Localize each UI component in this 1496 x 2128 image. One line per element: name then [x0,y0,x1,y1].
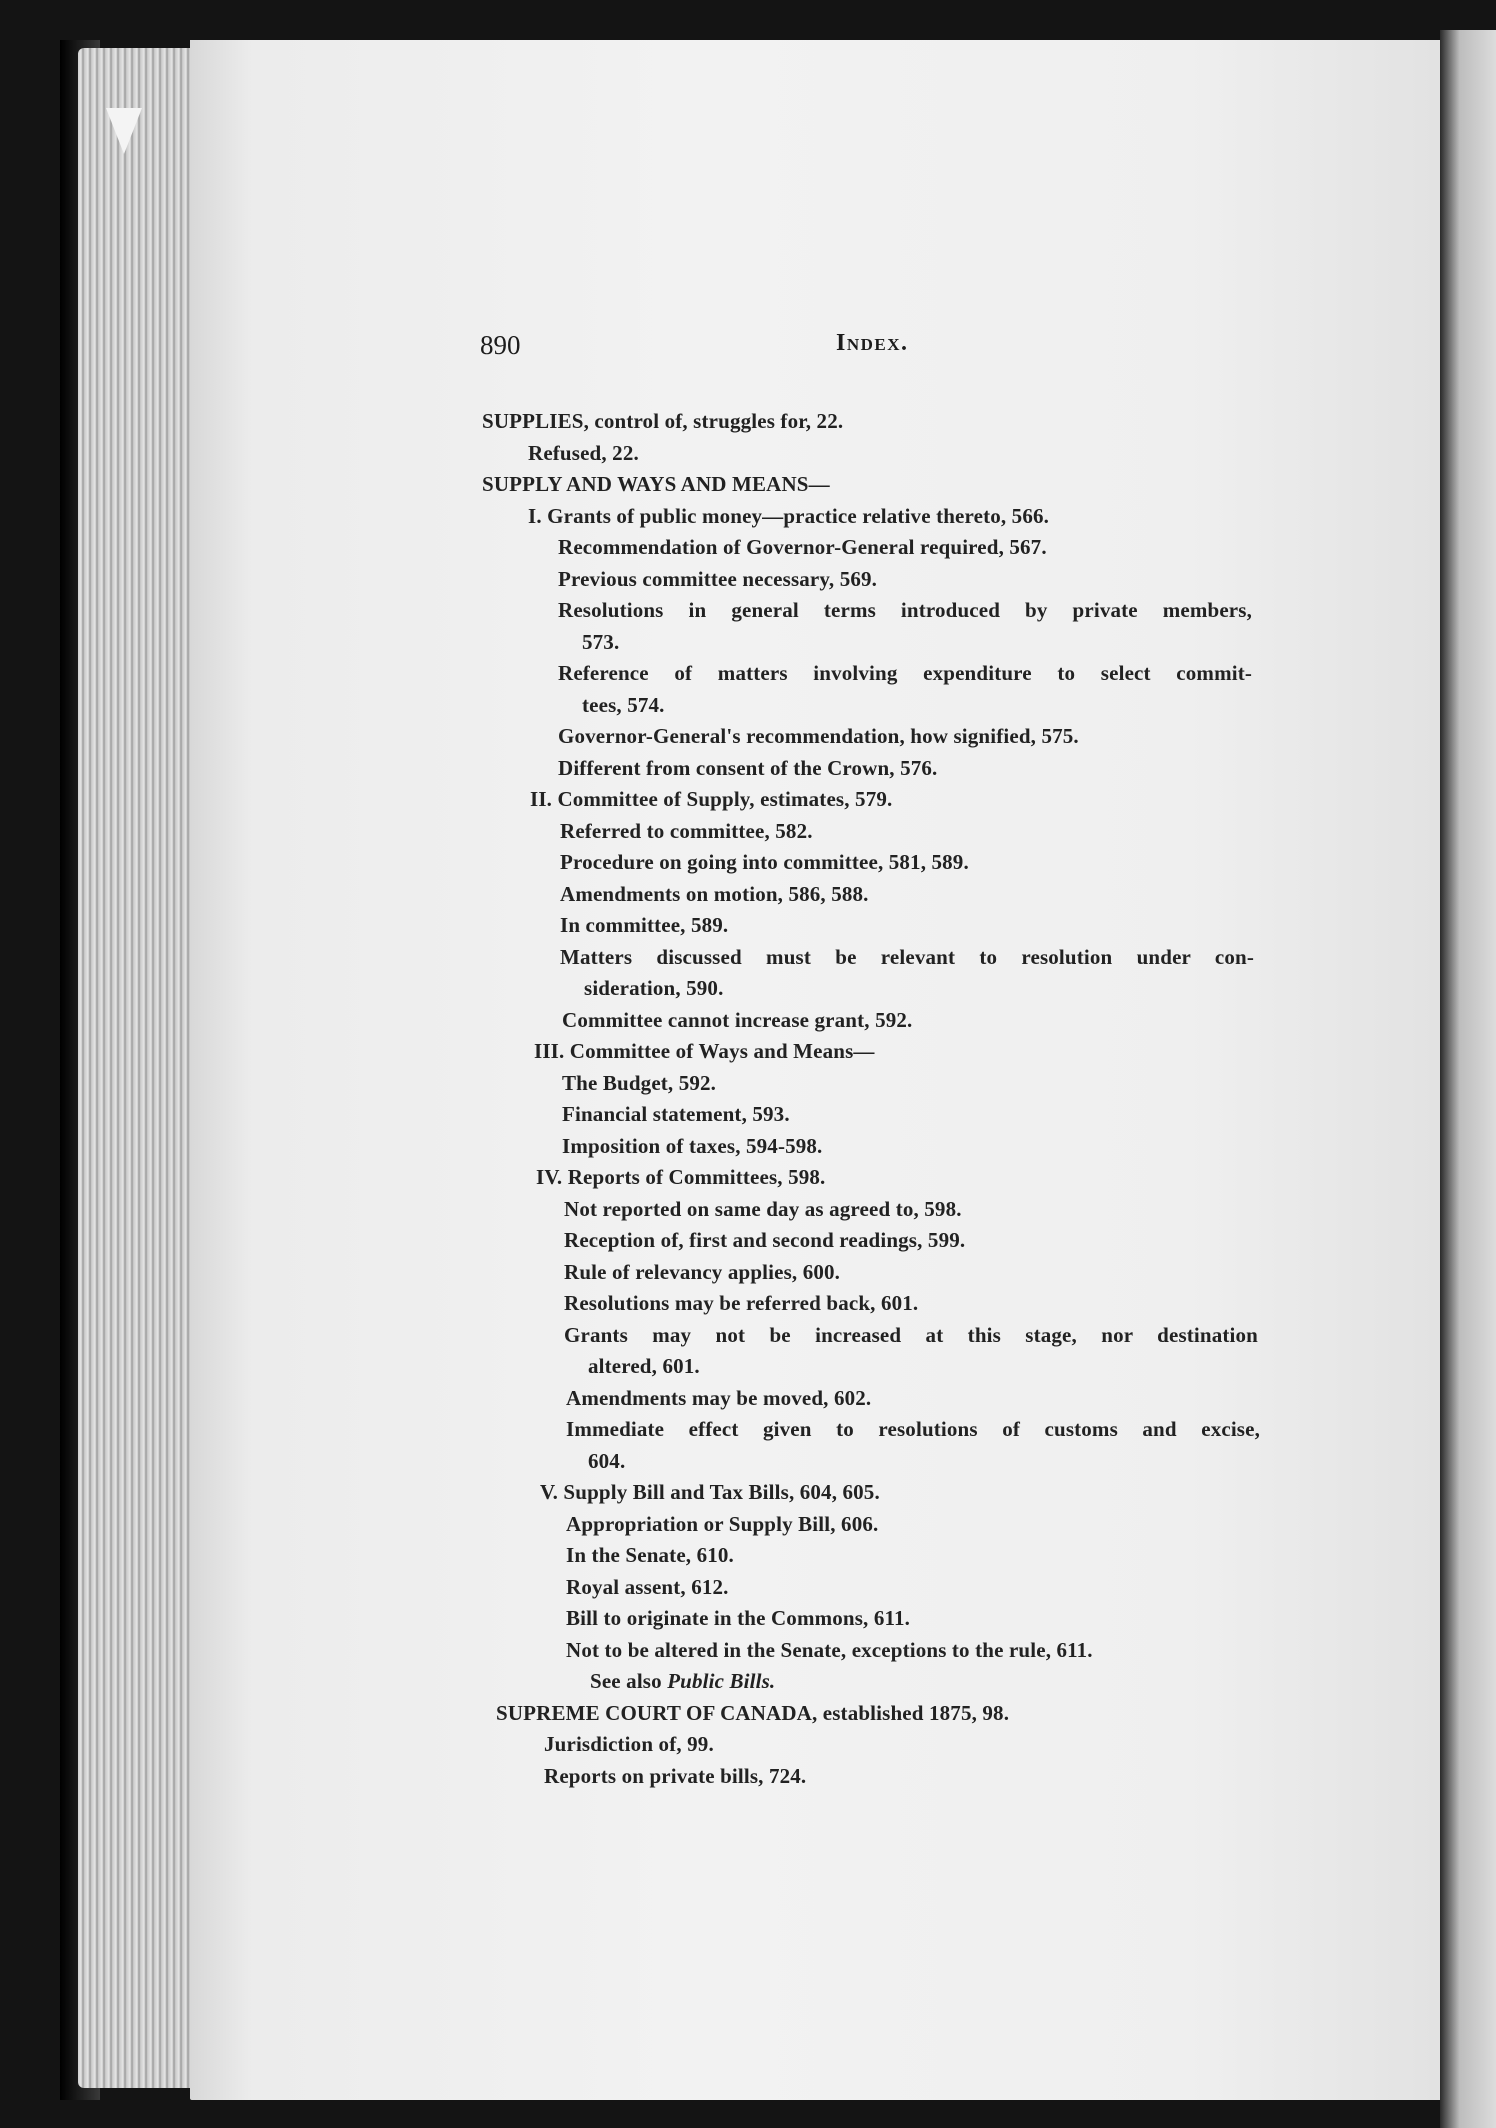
index-subentry: Matters discussed must be relevant to resolution under con- [560,944,1254,969]
index-subentry: Jurisdiction of, 99. [544,1732,714,1756]
facing-page-edge [1440,30,1496,2128]
index-subentry: Bill to originate in the Commons, 611. [566,1606,911,1630]
index-subentry: Different from consent of the Crown, 576. [558,755,938,780]
index-subentry: Governor-General's recommendation, how signified, 575. [558,724,1079,748]
index-subentry: Reports on private bills, 724. [544,1763,807,1788]
index-subentry: Recommendation of Governor-General required, 567. [558,535,1047,559]
index-subentry: Amendments may be moved, 602. [566,1385,872,1410]
index-subentry: In the Senate, 610. [566,1543,734,1567]
page-number: 890 [480,330,521,360]
index-subentry: Reception of, first and second readings, 599. [564,1228,966,1252]
index-section: V. Supply Bill and Tax Bills, 604, 605. [540,1480,880,1504]
index-subentry: Not to be altered in the Senate, exceptions to the rule, 611. [566,1637,1093,1662]
index-subentry: Referred to committee, 582. [560,818,813,843]
see-also-label: See also [590,1669,662,1693]
index-subentry: Amendments on motion, 586, 588. [560,881,869,906]
index-heading: SUPPLY AND WAYS AND MEANS— [482,472,830,496]
index-subentry: Financial statement, 593. [562,1102,790,1126]
index-section: III. Committee of Ways and Means— [534,1039,875,1063]
index-heading: SUPREME COURT OF CANADA, established 1875, 98. [496,1700,1010,1725]
index-subentry: Resolutions may be referred back, 601. [564,1291,919,1315]
index-continuation: tees, 574. [582,692,665,717]
index-continuation: 604. [588,1448,626,1473]
index-cross-reference [482,1666,1282,1698]
bookmark-marker [106,108,142,154]
index-subentry: Procedure on going into committee, 581, 589. [560,850,969,874]
index-subentry: Previous committee necessary, 569. [558,566,878,591]
index-subentry: The Budget, 592. [562,1070,717,1095]
index-section: II. Committee of Supply, estimates, 579. [530,787,893,811]
index-subentry: Imposition of taxes, 594-598. [562,1133,823,1158]
index-subentry: Refused, 22. [528,440,639,465]
index-subentry: Rule of relevancy applies, 600. [564,1259,841,1284]
index-subentry: Resolutions in general terms introduced by private members, [558,598,1252,622]
index-subentry: Committee cannot increase grant, 592. [562,1007,913,1032]
page-title: Index. [836,330,909,356]
index-continuation: sideration, 590. [584,976,724,1000]
index-subentry: Appropriation or Supply Bill, 606. [566,1511,879,1536]
index-continuation: 573. [582,629,620,654]
index-subentry: In committee, 589. [560,913,729,937]
index-heading: SUPPLIES, control of, struggles for, 22. [482,409,844,433]
see-also-target: Public Bills. [667,1669,776,1693]
index-subentry: Grants may not be increased at this stage, nor destination [564,1322,1258,1347]
page-header [480,330,1280,370]
index-subentry: Royal assent, 612. [566,1574,729,1599]
index-section: IV. Reports of Committees, 598. [536,1165,826,1189]
index-entries [482,406,1282,1792]
page-edges [78,48,208,2088]
index-subentry: Immediate effect given to resolutions of customs and excise, [566,1417,1260,1441]
index-continuation: altered, 601. [588,1354,700,1378]
index-subentry: Reference of matters involving expenditure to select commit- [558,661,1252,685]
index-section: I. Grants of public money—practice relative thereto, 566. [528,503,1050,528]
index-subentry: Not reported on same day as agreed to, 598. [564,1196,962,1221]
